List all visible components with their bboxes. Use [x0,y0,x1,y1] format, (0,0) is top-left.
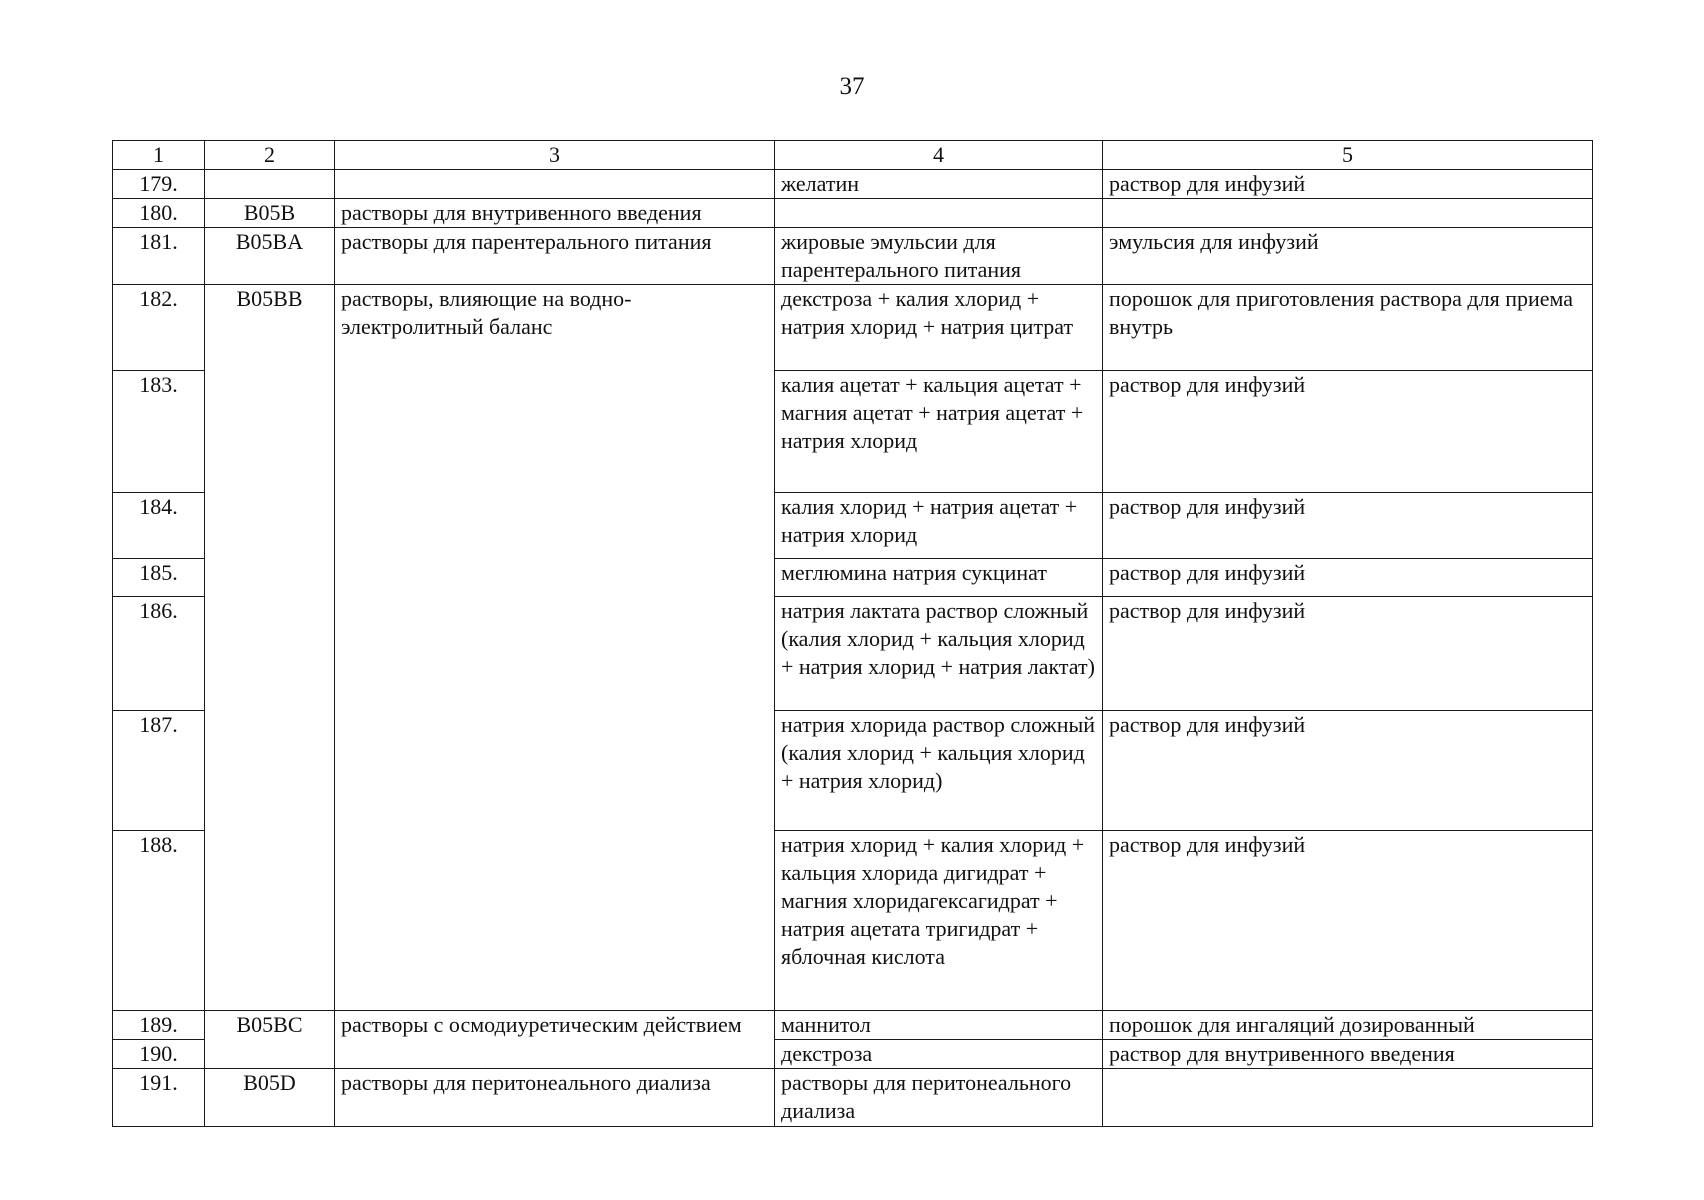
dosage-form-cell: эмульсия для инфузий [1103,228,1593,285]
row-number-cell: 189. [113,1011,205,1040]
dosage-form-cell [1103,1069,1593,1127]
dosage-form-cell: порошок для приготовления раствора для приема внутрь [1103,285,1593,371]
dosage-form-cell: раствор для инфузий [1103,711,1593,831]
row-number-cell: 187. [113,711,205,831]
dosage-form-cell: порошок для ингаляций дозированный [1103,1011,1593,1040]
substance-cell: калия хлорид + натрия ацетат + натрия хлорид [775,493,1103,559]
row-number-cell: 181. [113,228,205,285]
group-cell: растворы, влияющие на водно-электролитный баланс [335,285,775,1011]
substance-cell: маннитол [775,1011,1103,1040]
column-header: 1 [113,141,205,170]
table-row [113,285,1593,371]
row-number-cell: 190. [113,1040,205,1069]
row-number-cell: 191. [113,1069,205,1127]
row-number-cell: 184. [113,493,205,559]
group-cell: растворы для внутривенного введения [335,199,775,228]
column-header: 3 [335,141,775,170]
row-number-cell: 185. [113,559,205,597]
row-number-cell: 182. [113,285,205,371]
atc-code-cell: B05BA [205,228,335,285]
substance-cell: калия ацетат + кальция ацетат + магния ацетат + натрия ацетат + натрия хлорид [775,371,1103,493]
table-row [113,228,1593,285]
dosage-form-cell: раствор для инфузий [1103,493,1593,559]
dosage-form-cell [1103,199,1593,228]
drug-table [112,140,1593,1127]
atc-code-cell [205,170,335,199]
substance-cell: растворы для перитонеального диализа [775,1069,1103,1127]
atc-code-cell: B05B [205,199,335,228]
group-cell [335,170,775,199]
substance-cell: декстроза [775,1040,1103,1069]
table-row [113,1011,1593,1040]
substance-cell: натрия хлорида раствор сложный (калия хлорид + кальция хлорид + натрия хлорид) [775,711,1103,831]
row-number-cell: 180. [113,199,205,228]
dosage-form-cell: раствор для инфузий [1103,831,1593,1011]
group-cell: растворы с осмодиуретическим действием [335,1011,775,1069]
dosage-form-cell: раствор для инфузий [1103,559,1593,597]
dosage-form-cell: раствор для инфузий [1103,597,1593,711]
table-row [113,199,1593,228]
table-row [113,170,1593,199]
atc-code-cell: B05BB [205,285,335,1011]
group-cell: растворы для парентерального питания [335,228,775,285]
row-number-cell: 188. [113,831,205,1011]
atc-code-cell: B05D [205,1069,335,1127]
table-row [113,1069,1593,1127]
atc-code-cell: B05BC [205,1011,335,1069]
column-header: 5 [1103,141,1593,170]
row-number-cell: 183. [113,371,205,493]
row-number-cell: 179. [113,170,205,199]
dosage-form-cell: раствор для внутривенного введения [1103,1040,1593,1069]
group-cell: растворы для перитонеального диализа [335,1069,775,1127]
column-header: 2 [205,141,335,170]
substance-cell: жировые эмульсии для парентерального питания [775,228,1103,285]
substance-cell: натрия хлорид + калия хлорид + кальция хлорида дигидрат + магния хлоридагексагидрат + натрия ацетата тригидрат + яблочная кислота [775,831,1103,1011]
dosage-form-cell: раствор для инфузий [1103,371,1593,493]
page-number: 37 [839,73,865,100]
substance-cell: натрия лактата раствор сложный (калия хлорид + кальция хлорид + натрия хлорид + натрия лактат) [775,597,1103,711]
column-header: 4 [775,141,1103,170]
substance-cell [775,199,1103,228]
substance-cell: декстроза + калия хлорид + натрия хлорид + натрия цитрат [775,285,1103,371]
substance-cell: желатин [775,170,1103,199]
table-header-row [113,141,1593,170]
substance-cell: меглюмина натрия сукцинат [775,559,1103,597]
row-number-cell: 186. [113,597,205,711]
dosage-form-cell: раствор для инфузий [1103,170,1593,199]
